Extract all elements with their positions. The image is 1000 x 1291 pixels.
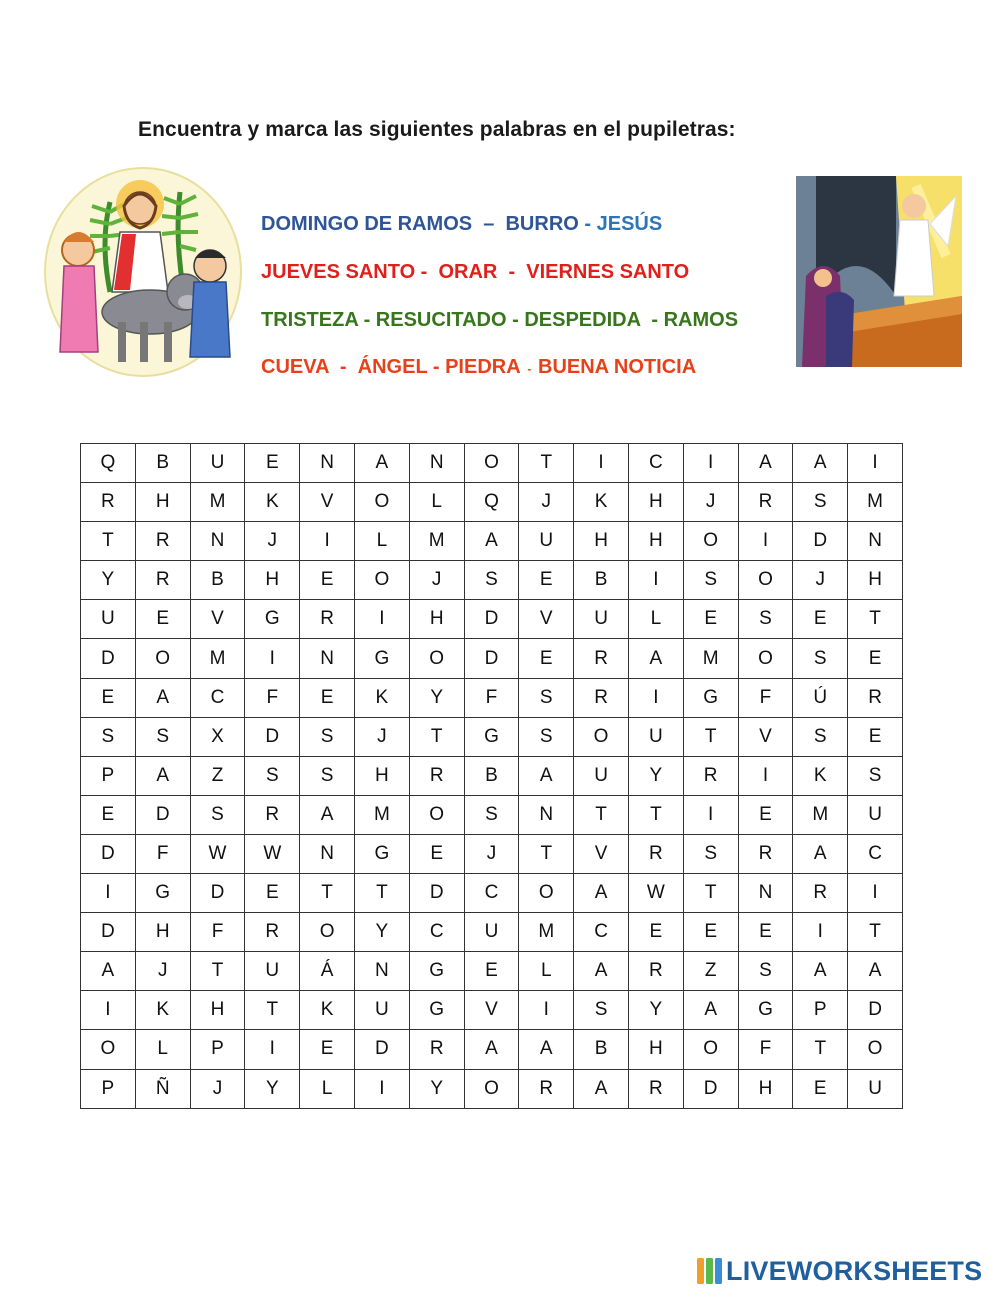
grid-cell[interactable]: S xyxy=(190,795,245,834)
grid-cell[interactable]: D xyxy=(135,795,190,834)
grid-cell[interactable]: I xyxy=(738,756,793,795)
grid-cell[interactable]: R xyxy=(519,1069,574,1108)
grid-cell[interactable]: E xyxy=(409,834,464,873)
grid-cell[interactable]: B xyxy=(574,1030,629,1069)
grid-cell[interactable]: E xyxy=(81,678,136,717)
grid-cell[interactable]: W xyxy=(245,834,300,873)
grid-cell[interactable]: A xyxy=(574,952,629,991)
grid-cell[interactable]: I xyxy=(793,913,848,952)
grid-cell[interactable]: G xyxy=(464,717,519,756)
grid-cell[interactable]: T xyxy=(354,874,409,913)
grid-cell[interactable]: U xyxy=(519,522,574,561)
grid-cell[interactable]: K xyxy=(245,483,300,522)
grid-cell[interactable]: B xyxy=(574,561,629,600)
grid-cell[interactable]: K xyxy=(793,756,848,795)
word-separator: - xyxy=(520,362,538,376)
grid-cell[interactable]: L xyxy=(300,1069,355,1108)
grid-cell[interactable]: O xyxy=(738,561,793,600)
grid-cell[interactable]: S xyxy=(574,991,629,1030)
grid-cell[interactable]: R xyxy=(738,483,793,522)
grid-cell[interactable]: R xyxy=(683,756,738,795)
grid-cell[interactable]: I xyxy=(683,795,738,834)
grid-cell[interactable]: R xyxy=(245,795,300,834)
grid-cell[interactable]: O xyxy=(354,483,409,522)
grid-cell[interactable]: A xyxy=(793,444,848,483)
grid-row xyxy=(81,913,903,952)
grid-cell[interactable]: E xyxy=(135,600,190,639)
grid-cell[interactable]: O xyxy=(848,1030,903,1069)
grid-cell[interactable]: N xyxy=(409,444,464,483)
grid-cell[interactable]: I xyxy=(354,1069,409,1108)
grid-cell[interactable]: T xyxy=(519,444,574,483)
grid-cell[interactable]: A xyxy=(793,834,848,873)
grid-cell[interactable]: E xyxy=(683,600,738,639)
grid-cell[interactable]: U xyxy=(190,444,245,483)
grid-cell[interactable]: D xyxy=(464,600,519,639)
grid-cell[interactable]: M xyxy=(519,913,574,952)
grid-cell[interactable]: O xyxy=(409,639,464,678)
grid-cell[interactable]: I xyxy=(245,639,300,678)
palm-sunday-illustration xyxy=(40,162,245,382)
grid-cell[interactable]: P xyxy=(793,991,848,1030)
grid-cell[interactable]: Y xyxy=(245,1069,300,1108)
grid-cell[interactable]: Z xyxy=(683,952,738,991)
grid-cell[interactable]: G xyxy=(354,834,409,873)
word-item: JUEVES SANTO - ORAR - VIERNES SANTO xyxy=(261,261,690,283)
grid-cell[interactable]: H xyxy=(738,1069,793,1108)
grid-cell[interactable]: L xyxy=(628,600,683,639)
grid-cell[interactable]: O xyxy=(135,639,190,678)
grid-cell[interactable]: B xyxy=(135,444,190,483)
grid-cell[interactable]: O xyxy=(519,874,574,913)
grid-cell[interactable]: S xyxy=(81,717,136,756)
grid-cell[interactable]: V xyxy=(738,717,793,756)
grid-cell[interactable]: E xyxy=(300,1030,355,1069)
grid-cell[interactable]: R xyxy=(409,1030,464,1069)
grid-cell[interactable]: V xyxy=(190,600,245,639)
grid-cell[interactable]: H xyxy=(628,1030,683,1069)
liveworksheets-brand[interactable] xyxy=(697,1255,982,1287)
grid-cell[interactable]: O xyxy=(683,522,738,561)
grid-cell[interactable]: O xyxy=(574,717,629,756)
grid-row xyxy=(81,483,903,522)
grid-cell[interactable]: U xyxy=(574,600,629,639)
grid-cell[interactable]: T xyxy=(683,874,738,913)
grid-cell[interactable]: D xyxy=(464,639,519,678)
grid-cell[interactable]: X xyxy=(190,717,245,756)
grid-cell[interactable]: J xyxy=(793,561,848,600)
grid-cell[interactable]: N xyxy=(519,795,574,834)
grid-cell[interactable]: D xyxy=(848,991,903,1030)
grid-cell[interactable]: I xyxy=(848,874,903,913)
grid-cell[interactable]: F xyxy=(245,678,300,717)
grid-cell[interactable]: V xyxy=(574,834,629,873)
grid-cell[interactable]: I xyxy=(519,991,574,1030)
word-item: CUEVA - ÁNGEL - PIEDRA xyxy=(261,356,521,378)
grid-row xyxy=(81,1030,903,1069)
liveworksheets-logo-icon xyxy=(697,1258,723,1284)
grid-cell[interactable]: L xyxy=(354,522,409,561)
grid-cell[interactable]: S xyxy=(135,717,190,756)
grid-row xyxy=(81,522,903,561)
grid-cell[interactable]: O xyxy=(738,639,793,678)
grid-cell[interactable]: E xyxy=(300,678,355,717)
grid-cell[interactable]: D xyxy=(683,1069,738,1108)
grid-cell[interactable]: R xyxy=(628,834,683,873)
grid-cell[interactable]: E xyxy=(519,639,574,678)
empty-tomb-angel-illustration xyxy=(796,176,962,367)
grid-cell[interactable]: D xyxy=(409,874,464,913)
grid-cell[interactable]: D xyxy=(81,834,136,873)
grid-cell[interactable]: K xyxy=(300,991,355,1030)
grid-cell[interactable]: E xyxy=(300,561,355,600)
grid-cell[interactable]: M xyxy=(190,639,245,678)
grid-cell[interactable]: F xyxy=(190,913,245,952)
grid-row xyxy=(81,795,903,834)
grid-cell[interactable]: H xyxy=(354,756,409,795)
grid-cell[interactable]: C xyxy=(848,834,903,873)
grid-cell[interactable]: D xyxy=(354,1030,409,1069)
grid-cell[interactable]: E xyxy=(81,795,136,834)
grid-cell[interactable]: R xyxy=(574,639,629,678)
grid-cell[interactable]: A xyxy=(793,952,848,991)
grid-cell[interactable]: D xyxy=(81,639,136,678)
grid-cell[interactable]: C xyxy=(628,444,683,483)
grid-cell[interactable]: C xyxy=(190,678,245,717)
grid-cell[interactable]: S xyxy=(683,834,738,873)
grid-cell[interactable]: T xyxy=(409,717,464,756)
grid-cell[interactable]: J xyxy=(245,522,300,561)
grid-cell[interactable]: K xyxy=(354,678,409,717)
grid-cell[interactable]: A xyxy=(848,952,903,991)
grid-cell[interactable]: Y xyxy=(628,756,683,795)
grid-cell[interactable]: Y xyxy=(409,1069,464,1108)
grid-cell[interactable]: R xyxy=(628,1069,683,1108)
word-list-line-4 xyxy=(261,356,696,379)
grid-cell[interactable]: G xyxy=(409,991,464,1030)
grid-cell[interactable]: C xyxy=(409,913,464,952)
grid-cell[interactable]: A xyxy=(300,795,355,834)
grid-cell[interactable]: A xyxy=(81,952,136,991)
grid-cell[interactable]: S xyxy=(793,483,848,522)
grid-cell[interactable]: S xyxy=(793,717,848,756)
grid-cell[interactable]: R xyxy=(793,874,848,913)
grid-cell[interactable]: Y xyxy=(81,561,136,600)
grid-cell[interactable]: N xyxy=(300,834,355,873)
grid-cell[interactable]: A xyxy=(464,522,519,561)
grid-cell[interactable]: O xyxy=(354,561,409,600)
grid-cell[interactable]: L xyxy=(135,1030,190,1069)
grid-cell[interactable]: E xyxy=(793,600,848,639)
word-item: DOMINGO DE RAMOS xyxy=(261,213,473,235)
grid-cell[interactable]: N xyxy=(848,522,903,561)
grid-cell[interactable]: A xyxy=(519,1030,574,1069)
grid-cell[interactable]: G xyxy=(738,991,793,1030)
grid-cell[interactable]: S xyxy=(793,639,848,678)
grid-row xyxy=(81,678,903,717)
grid-cell[interactable]: D xyxy=(245,717,300,756)
grid-cell[interactable]: H xyxy=(135,483,190,522)
grid-cell[interactable]: I xyxy=(574,444,629,483)
grid-row xyxy=(81,952,903,991)
grid-cell[interactable]: H xyxy=(628,483,683,522)
grid-cell[interactable]: J xyxy=(683,483,738,522)
grid-cell[interactable]: E xyxy=(793,1069,848,1108)
grid-cell[interactable]: R xyxy=(738,834,793,873)
grid-cell[interactable]: T xyxy=(519,834,574,873)
grid-cell[interactable]: E xyxy=(464,952,519,991)
grid-cell[interactable]: Y xyxy=(409,678,464,717)
brand-text: LIVEWORKSHEETS xyxy=(726,1255,983,1286)
grid-cell[interactable]: Á xyxy=(300,952,355,991)
grid-cell[interactable]: R xyxy=(848,678,903,717)
grid-cell[interactable]: I xyxy=(683,444,738,483)
grid-cell[interactable]: G xyxy=(354,639,409,678)
word-search-grid xyxy=(80,443,903,1109)
grid-cell[interactable]: A xyxy=(574,874,629,913)
grid-cell[interactable]: L xyxy=(519,952,574,991)
grid-cell[interactable]: A xyxy=(464,1030,519,1069)
grid-cell[interactable]: E xyxy=(683,913,738,952)
grid-cell[interactable]: L xyxy=(409,483,464,522)
grid-cell[interactable]: H xyxy=(190,991,245,1030)
grid-cell[interactable]: E xyxy=(628,913,683,952)
grid-cell[interactable]: I xyxy=(245,1030,300,1069)
grid-cell[interactable]: M xyxy=(190,483,245,522)
grid-cell[interactable]: S xyxy=(245,756,300,795)
grid-cell[interactable]: Q xyxy=(464,483,519,522)
grid-cell[interactable]: H xyxy=(245,561,300,600)
grid-cell[interactable]: J xyxy=(519,483,574,522)
grid-cell[interactable]: O xyxy=(464,1069,519,1108)
grid-cell[interactable]: R xyxy=(135,561,190,600)
grid-cell[interactable]: M xyxy=(793,795,848,834)
grid-cell[interactable]: H xyxy=(135,913,190,952)
grid-cell[interactable]: G xyxy=(409,952,464,991)
grid-cell[interactable]: O xyxy=(300,913,355,952)
grid-cell[interactable]: A xyxy=(519,756,574,795)
grid-row xyxy=(81,717,903,756)
word-item: TRISTEZA - RESUCITADO - DESPEDIDA - RAMOS xyxy=(261,309,739,331)
grid-cell[interactable]: U xyxy=(848,795,903,834)
grid-cell[interactable]: F xyxy=(464,678,519,717)
grid-row xyxy=(81,561,903,600)
grid-row xyxy=(81,600,903,639)
grid-cell[interactable]: A xyxy=(354,444,409,483)
grid-cell[interactable]: E xyxy=(519,561,574,600)
grid-cell[interactable]: I xyxy=(628,561,683,600)
grid-cell[interactable]: S xyxy=(683,561,738,600)
grid-cell[interactable]: I xyxy=(848,444,903,483)
grid-cell[interactable]: B xyxy=(190,561,245,600)
word-separator: – xyxy=(472,213,506,235)
grid-cell[interactable]: C xyxy=(574,913,629,952)
grid-cell[interactable]: J xyxy=(354,717,409,756)
grid-cell[interactable]: K xyxy=(135,991,190,1030)
grid-cell[interactable]: H xyxy=(409,600,464,639)
grid-cell[interactable]: H xyxy=(574,522,629,561)
grid-cell[interactable]: T xyxy=(628,795,683,834)
grid-cell[interactable]: H xyxy=(848,561,903,600)
grid-cell[interactable]: N xyxy=(354,952,409,991)
grid-cell[interactable]: M xyxy=(848,483,903,522)
grid-row xyxy=(81,756,903,795)
grid-cell[interactable]: Y xyxy=(628,991,683,1030)
grid-cell[interactable]: S xyxy=(464,561,519,600)
grid-cell[interactable]: E xyxy=(245,874,300,913)
grid-cell[interactable]: O xyxy=(464,444,519,483)
grid-cell[interactable]: E xyxy=(738,795,793,834)
grid-cell[interactable]: S xyxy=(519,678,574,717)
page-title: Encuentra y marca las siguientes palabras en el pupiletras: xyxy=(138,118,736,141)
grid-cell[interactable]: S xyxy=(464,795,519,834)
grid-cell[interactable]: E xyxy=(738,913,793,952)
grid-cell[interactable]: R xyxy=(300,600,355,639)
grid-cell[interactable]: R xyxy=(574,678,629,717)
grid-cell[interactable]: D xyxy=(190,874,245,913)
grid-cell[interactable]: I xyxy=(300,522,355,561)
grid-cell[interactable]: I xyxy=(628,678,683,717)
grid-cell[interactable]: T xyxy=(574,795,629,834)
grid-cell[interactable]: T xyxy=(848,913,903,952)
word-item: BURRO xyxy=(505,213,579,235)
grid-cell[interactable]: G xyxy=(245,600,300,639)
grid-cell[interactable]: C xyxy=(464,874,519,913)
grid-cell[interactable]: M xyxy=(409,522,464,561)
grid-cell[interactable]: Ñ xyxy=(135,1069,190,1108)
grid-cell[interactable]: M xyxy=(354,795,409,834)
grid-cell[interactable]: N xyxy=(300,639,355,678)
grid-row xyxy=(81,874,903,913)
grid-cell[interactable]: A xyxy=(738,444,793,483)
grid-cell[interactable]: T xyxy=(793,1030,848,1069)
grid-cell[interactable]: A xyxy=(683,991,738,1030)
grid-cell[interactable]: I xyxy=(354,600,409,639)
grid-cell[interactable]: A xyxy=(135,756,190,795)
word-list-line-2 xyxy=(261,261,689,284)
grid-cell[interactable]: F xyxy=(738,678,793,717)
grid-cell[interactable]: E xyxy=(245,444,300,483)
grid-cell[interactable]: J xyxy=(190,1069,245,1108)
word-list-line-3 xyxy=(261,309,738,332)
grid-cell[interactable]: E xyxy=(848,639,903,678)
grid-cell[interactable]: J xyxy=(464,834,519,873)
grid-cell[interactable]: U xyxy=(848,1069,903,1108)
grid-cell[interactable]: O xyxy=(683,1030,738,1069)
grid-cell[interactable]: T xyxy=(300,874,355,913)
word-list-line-1 xyxy=(261,213,662,236)
grid-row xyxy=(81,444,903,483)
grid-cell[interactable]: O xyxy=(81,1030,136,1069)
grid-cell[interactable]: Z xyxy=(190,756,245,795)
grid-cell[interactable]: P xyxy=(190,1030,245,1069)
grid-cell[interactable]: B xyxy=(464,756,519,795)
grid-cell[interactable]: R xyxy=(409,756,464,795)
grid-cell[interactable]: Ú xyxy=(793,678,848,717)
grid-cell[interactable]: Q xyxy=(81,444,136,483)
grid-cell[interactable]: M xyxy=(683,639,738,678)
grid-cell[interactable]: I xyxy=(81,874,136,913)
grid-cell[interactable]: D xyxy=(793,522,848,561)
grid-cell[interactable]: H xyxy=(628,522,683,561)
grid-cell[interactable]: T xyxy=(848,600,903,639)
grid-cell[interactable]: F xyxy=(738,1030,793,1069)
grid-cell[interactable]: T xyxy=(245,991,300,1030)
grid-cell[interactable]: U xyxy=(81,600,136,639)
grid-cell[interactable]: U xyxy=(628,717,683,756)
grid-cell[interactable]: U xyxy=(574,756,629,795)
grid-cell[interactable]: D xyxy=(81,913,136,952)
grid-cell[interactable]: S xyxy=(738,600,793,639)
grid-cell[interactable]: W xyxy=(190,834,245,873)
grid-cell[interactable]: J xyxy=(409,561,464,600)
grid-cell[interactable]: F xyxy=(135,834,190,873)
grid-cell[interactable]: S xyxy=(300,717,355,756)
word-item: - JESÚS xyxy=(578,213,663,235)
grid-cell[interactable]: G xyxy=(135,874,190,913)
grid-cell[interactable]: R xyxy=(135,522,190,561)
grid-cell[interactable]: R xyxy=(245,913,300,952)
grid-cell[interactable]: N xyxy=(300,444,355,483)
grid-cell[interactable]: T xyxy=(81,522,136,561)
grid-cell[interactable]: T xyxy=(190,952,245,991)
grid-cell[interactable]: S xyxy=(300,756,355,795)
grid-cell[interactable]: N xyxy=(190,522,245,561)
grid-cell[interactable]: R xyxy=(81,483,136,522)
grid-cell[interactable]: A xyxy=(628,639,683,678)
grid-cell[interactable]: R xyxy=(628,952,683,991)
word-item: BUENA NOTICIA xyxy=(538,356,697,378)
grid-cell[interactable]: I xyxy=(738,522,793,561)
grid-cell[interactable]: S xyxy=(519,717,574,756)
grid-cell[interactable]: S xyxy=(738,952,793,991)
grid-cell[interactable]: P xyxy=(81,1069,136,1108)
grid-row xyxy=(81,639,903,678)
grid-cell[interactable]: V xyxy=(464,991,519,1030)
grid-cell[interactable]: U xyxy=(464,913,519,952)
grid-cell[interactable]: T xyxy=(683,717,738,756)
grid-cell[interactable]: A xyxy=(574,1069,629,1108)
grid-cell[interactable]: O xyxy=(409,795,464,834)
grid-cell[interactable]: P xyxy=(81,756,136,795)
grid-cell[interactable]: E xyxy=(848,717,903,756)
grid-cell[interactable]: V xyxy=(519,600,574,639)
grid-cell[interactable]: Y xyxy=(354,913,409,952)
grid-cell[interactable]: J xyxy=(135,952,190,991)
grid-row xyxy=(81,991,903,1030)
grid-cell[interactable]: A xyxy=(135,678,190,717)
grid-cell[interactable]: V xyxy=(300,483,355,522)
grid-row xyxy=(81,834,903,873)
grid-cell[interactable]: N xyxy=(738,874,793,913)
grid-cell[interactable]: S xyxy=(848,756,903,795)
grid-cell[interactable]: U xyxy=(354,991,409,1030)
grid-cell[interactable]: U xyxy=(245,952,300,991)
grid-cell[interactable]: G xyxy=(683,678,738,717)
grid-row xyxy=(81,1069,903,1108)
grid-cell[interactable]: W xyxy=(628,874,683,913)
grid-cell[interactable]: K xyxy=(574,483,629,522)
grid-cell[interactable]: I xyxy=(81,991,136,1030)
